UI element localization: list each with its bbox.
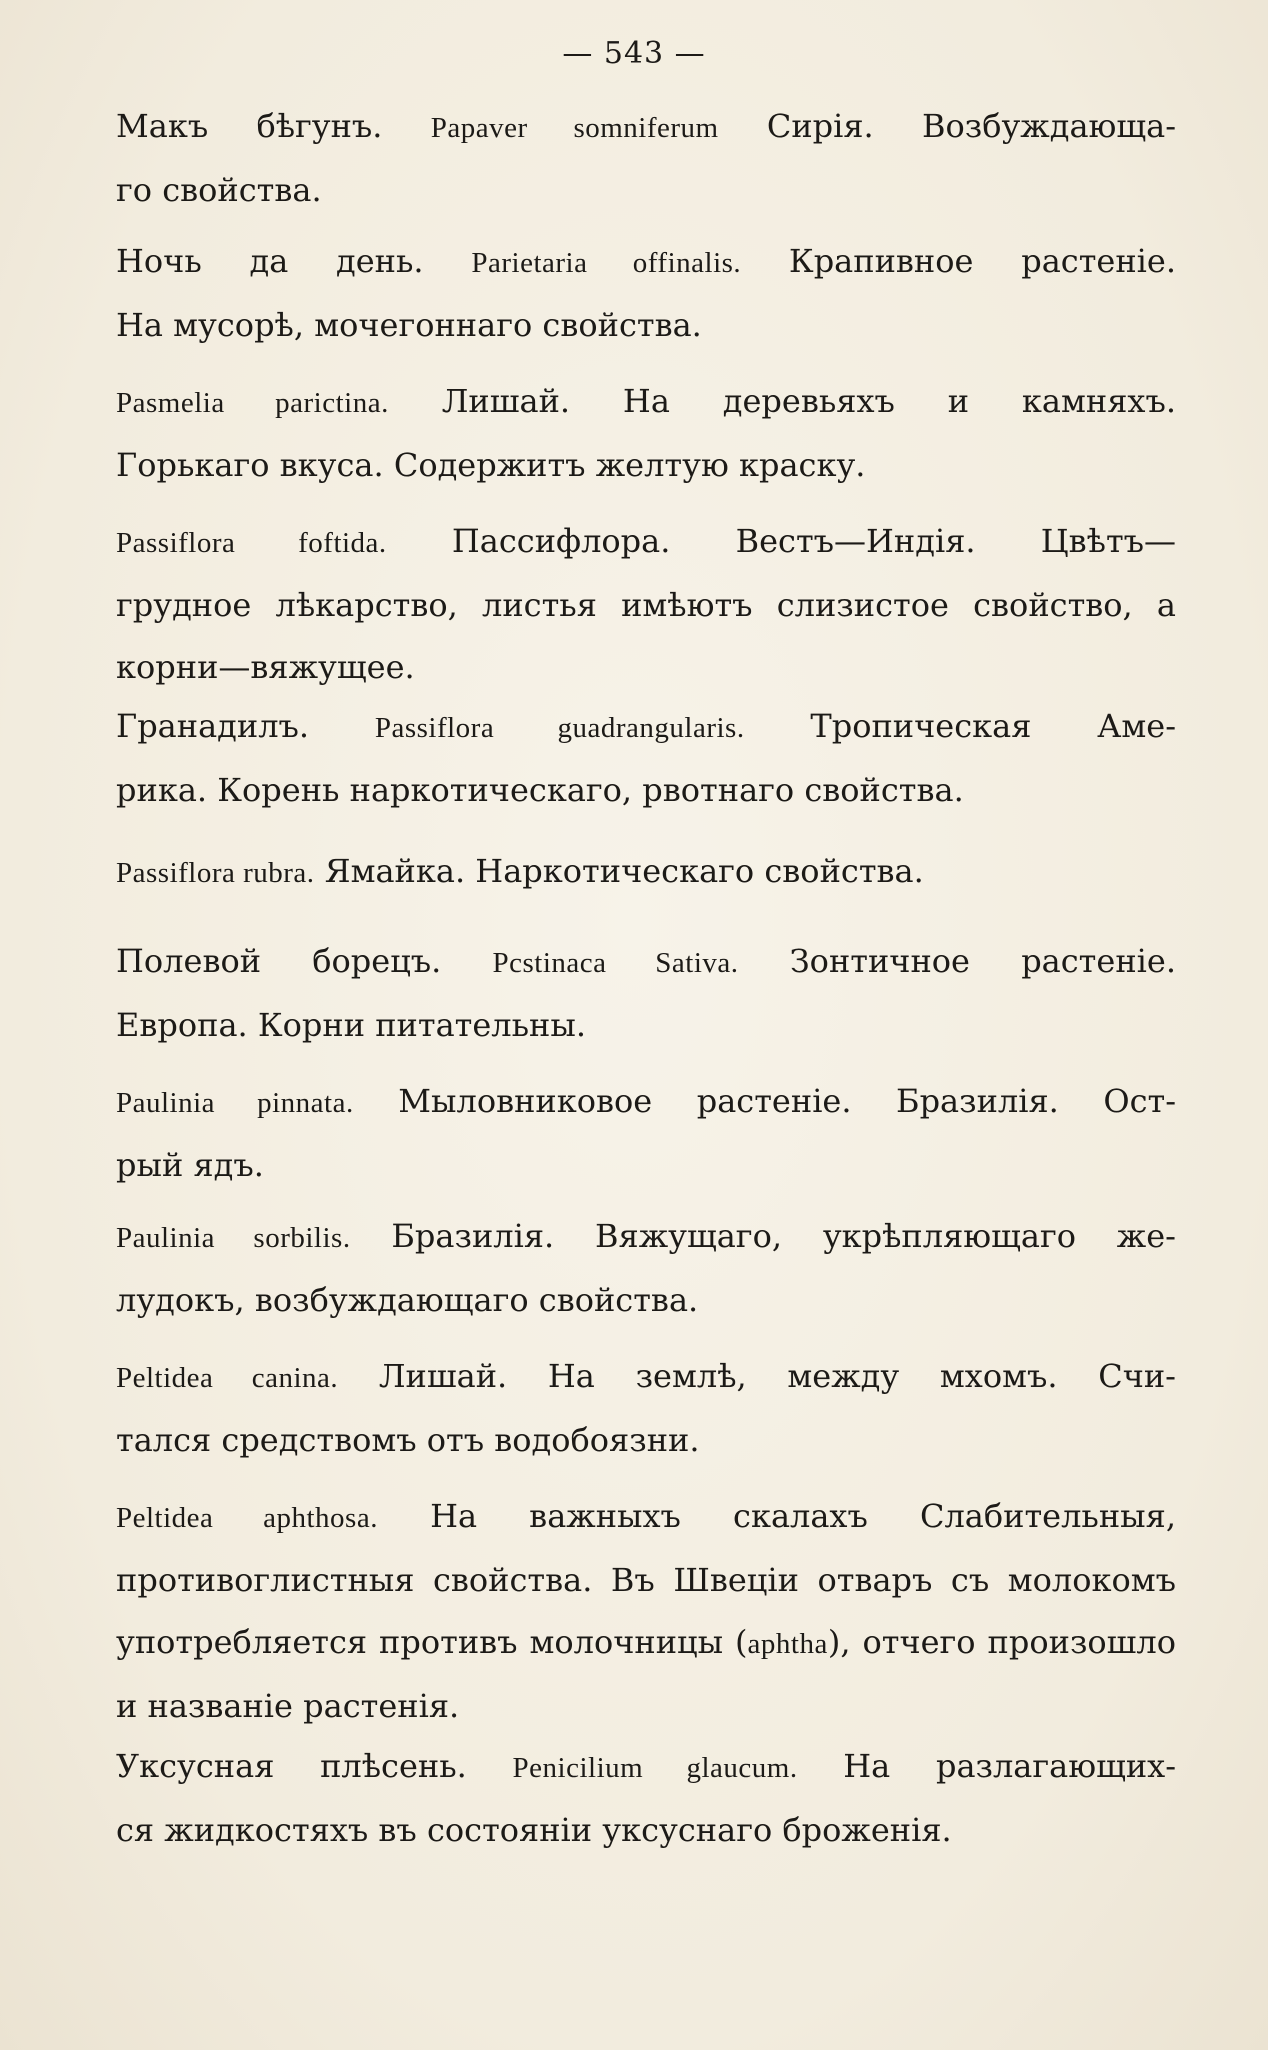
text-line: употребляется противъ молочницы (aphtha), отчего произошло bbox=[116, 1623, 1176, 1661]
entry-paulinia-pinnata bbox=[116, 1070, 1176, 1196]
text-line: ся жидкостяхъ въ состояніи уксуснаго броженія. bbox=[116, 1811, 952, 1849]
text-line: рый ядъ. bbox=[116, 1146, 264, 1184]
text-line: го свойства. bbox=[116, 171, 322, 209]
text-line: противоглистныя свойства. Въ Швеціи отваръ съ молокомъ bbox=[116, 1561, 1176, 1599]
text-line: Гранадилъ. Passiflora guadrangularis. Тропическая Аме- bbox=[116, 707, 1176, 745]
text-line: корни—вяжущее. bbox=[116, 648, 415, 686]
text-line: Горькаго вкуса. Содержитъ желтую краску. bbox=[116, 446, 866, 484]
entry-parietaria bbox=[116, 230, 1176, 356]
text-line: Полевой борецъ. Pcstinaca Sativa. Зонтичное растеніе. bbox=[116, 942, 1176, 980]
text-line: Европа. Корни питательны. bbox=[116, 1006, 587, 1044]
entry-passiflora-rubra bbox=[116, 840, 1176, 904]
text-line: и названіе растенія. bbox=[116, 1687, 460, 1725]
text-line: Макъ бѣгунъ. Papaver somniferum Сирія. Возбуждающа- bbox=[116, 107, 1176, 145]
text-line: Уксусная плѣсень. Penicilium glaucum. На разлагающих- bbox=[116, 1747, 1176, 1785]
text-line: тался средствомъ отъ водобоязни. bbox=[116, 1421, 700, 1459]
entry-papaver bbox=[116, 95, 1176, 221]
entry-pasmelia bbox=[116, 370, 1176, 496]
text-line: Peltidea aphthosa. На важныхъ скалахъ Слабительныя, bbox=[116, 1497, 1176, 1535]
text-line: Pasmelia parictina. Лишай. На деревьяхъ и камняхъ. bbox=[116, 382, 1176, 420]
entry-paulinia-sorbilis bbox=[116, 1205, 1176, 1331]
text-line: Ночь да день. Parietaria offinalis. Крапивное растеніе. bbox=[116, 242, 1176, 280]
entry-penicilium bbox=[116, 1735, 1176, 1861]
entry-passiflora-foetida bbox=[116, 510, 1176, 698]
text-line: Paulinia sorbilis. Бразилія. Вяжущаго, укрѣпляющаго же- bbox=[116, 1217, 1176, 1255]
entry-granadil bbox=[116, 695, 1176, 821]
text-line: Paulinia pinnata. Мыловниковое растеніе. Бразилія. Ост- bbox=[116, 1082, 1176, 1120]
text-line: На мусорѣ, мочегоннаго свойства. bbox=[116, 306, 702, 344]
entry-pastinaca bbox=[116, 930, 1176, 1056]
text-line: Passiflora rubra. Ямайка. Наркотическаго свойства. bbox=[116, 852, 924, 890]
text-line: лудокъ, возбуждающаго свойства. bbox=[116, 1281, 699, 1319]
text-line: грудное лѣкарство, листья имѣютъ слизистое свойство, а bbox=[116, 586, 1176, 624]
text-line: Passiflora foftida. Пассифлора. Вестъ—Индія. Цвѣтъ— bbox=[116, 522, 1176, 560]
entry-peltidea-aphthosa bbox=[116, 1485, 1176, 1737]
text-line: рика. Корень наркотическаго, рвотнаго свойства. bbox=[116, 771, 964, 809]
entry-peltidea-canina bbox=[116, 1345, 1176, 1471]
page-number: — 543 — bbox=[562, 36, 706, 71]
text-line: Peltidea canina. Лишай. На землѣ, между мхомъ. Счи- bbox=[116, 1357, 1176, 1395]
